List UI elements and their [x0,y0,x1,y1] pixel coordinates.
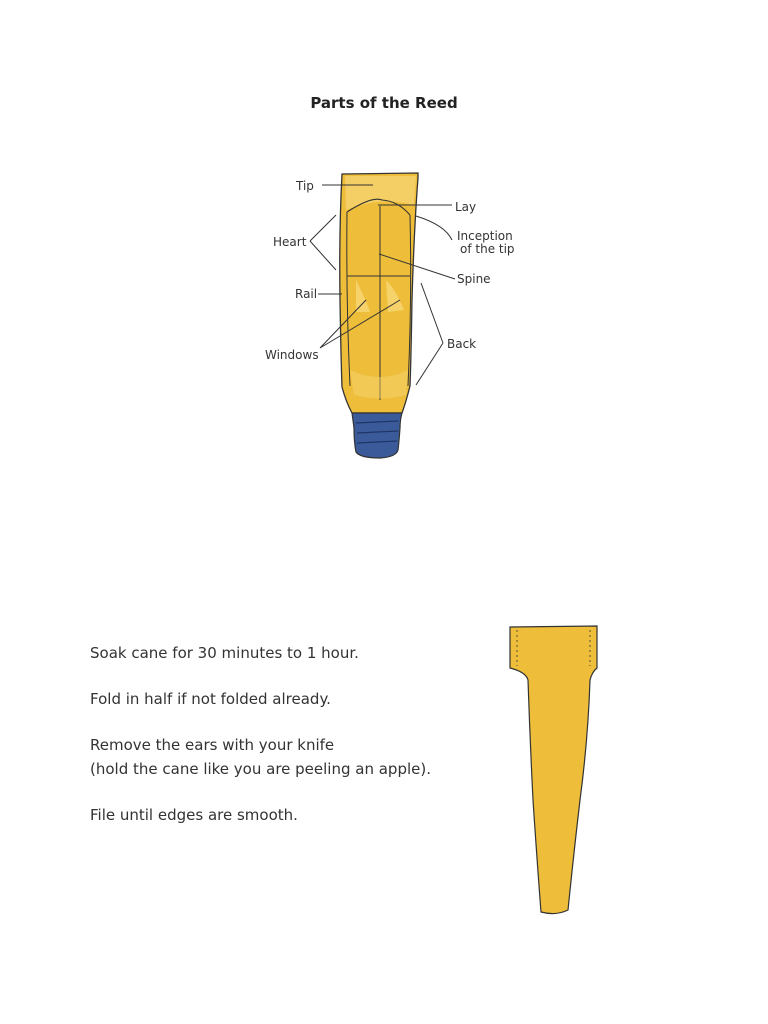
instruction-remove-ears-line1: Remove the ears with your knife [90,736,335,754]
label-rail: Rail [295,287,318,301]
label-heart: Heart [273,235,307,249]
instruction-file: File until edges are smooth. [90,806,298,824]
label-tip: Tip [296,179,314,193]
reed-thread [352,413,402,458]
instruction-remove-ears-line2: (hold the cane like you are peeling an apple). [90,760,431,778]
instructions [90,641,490,849]
label-inception-line1: Inception [457,229,513,243]
label-windows: Windows [265,348,319,362]
instruction-soak: Soak cane for 30 minutes to 1 hour. [90,644,359,662]
label-lay: Lay [455,200,477,214]
label-spine: Spine [457,272,491,286]
label-back: Back [447,337,477,351]
instruction-fold: Fold in half if not folded already. [90,690,331,708]
cane-shape [510,626,597,914]
cane-shape-fill [510,626,597,914]
instruction-remove-ears [90,733,490,781]
page-title: Parts of the Reed [310,94,458,112]
label-inception-line2: of the tip [460,242,515,256]
